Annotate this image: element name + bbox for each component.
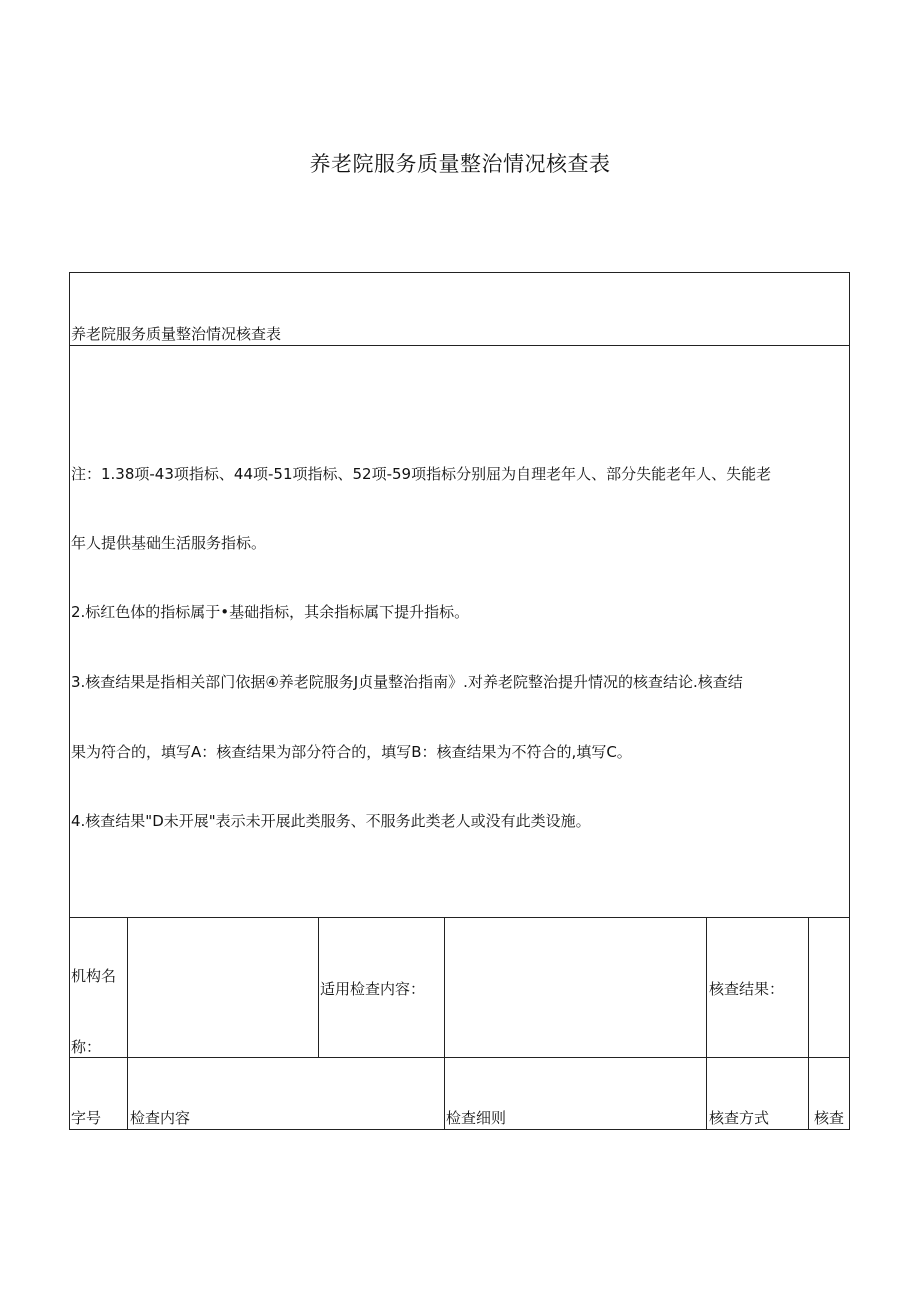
info-col-divider-2 (318, 917, 319, 1058)
notes-row-divider (69, 917, 850, 918)
table-border-right (849, 272, 850, 1130)
result-field[interactable] (811, 920, 847, 1055)
header-content: 检查内容 (130, 1109, 191, 1127)
note-line-2: 年人提供基础生活服务指标。 (71, 534, 267, 552)
info-col-divider-3 (444, 917, 445, 1130)
header-result: 核查 (814, 1109, 845, 1127)
org-name-field[interactable] (130, 920, 316, 1055)
note-line-3: 2.标红色体的指标属于•基础指标，其余指标属下提升指标。 (71, 603, 470, 621)
header-no: 字号 (71, 1109, 102, 1127)
table-border-bottom (69, 1129, 850, 1130)
table-border-top (69, 272, 850, 273)
caption-row-divider (69, 345, 850, 346)
header-method: 核查方式 (709, 1109, 770, 1127)
scope-label: 适用检查内容： (320, 980, 426, 998)
org-name-label-cont: 称： (71, 1038, 102, 1056)
page-title: 养老院服务质量整治情况核查表 (309, 152, 611, 176)
scope-field[interactable] (447, 920, 704, 1055)
info-col-divider-4 (706, 917, 707, 1130)
note-line-5: 果为符合的，填写A：核查结果为部分符合的，填写B：核查结果为不符合的,填写C。 (71, 743, 632, 761)
header-detail: 检查细则 (446, 1109, 507, 1127)
info-col-divider-1 (127, 917, 128, 1130)
note-line-4: 3.核查结果是指相关部门依据④养老院服务J贞量整治指南》.对养老院整治提升情况的核查结论.核查结 (71, 673, 743, 691)
result-label: 核查结果： (709, 980, 785, 998)
note-line-6: 4.核查结果"D未开展"表示未开展此类服务、不服务此类老人或没有此类设施。 (71, 812, 591, 830)
info-col-divider-5 (808, 917, 809, 1130)
org-name-label: 机构名 (71, 967, 117, 985)
info-row-divider (69, 1057, 850, 1058)
table-border-left (69, 272, 70, 1130)
table-caption: 养老院服务质量整治情况核查表 (71, 325, 282, 343)
note-line-1: 注：1.38项-43项指标、44项-51项指标、52项-59项指标分别屈为自理老年人、部分失能老年人、失能老 (71, 465, 772, 483)
